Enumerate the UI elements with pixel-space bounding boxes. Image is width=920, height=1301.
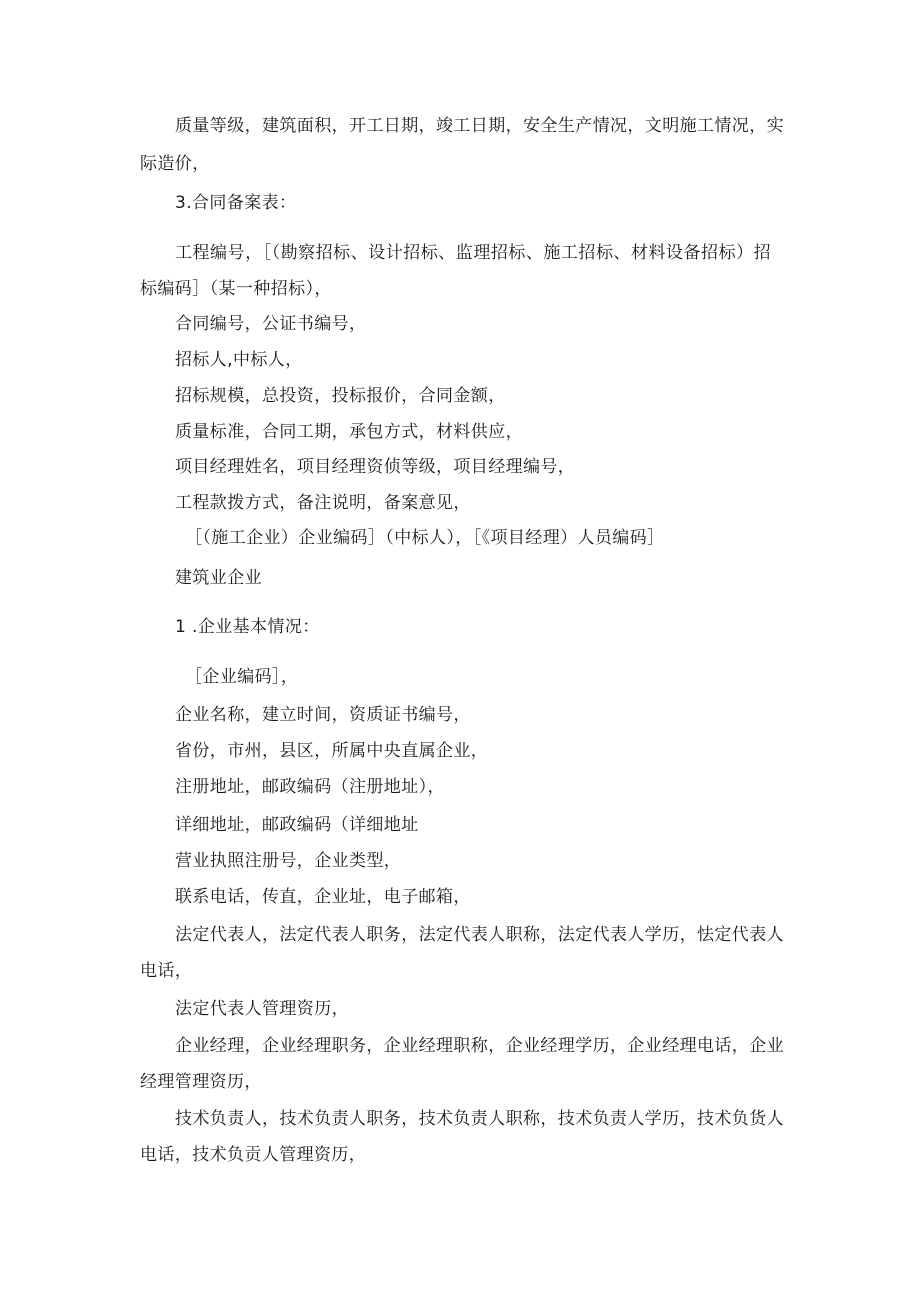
text-line-8: 招标规模，总投资，投标报价，合同金额， [175,386,506,406]
text-line-17: 省份，市州，县区，所属中央直属企业， [175,741,489,761]
section-heading-contract-record: 3.合同备案表： [175,193,297,213]
text-line-22: 法定代表人，法定代表人职务，法定代表人职称，法定代表人学历，怯定代表人 [175,925,784,945]
text-line-7: 招标人,中标人， [175,350,303,370]
text-line-21: 联系电话，传直，企业址，电子邮箱， [175,887,471,907]
text-line-5: 标编码］（某一种招标）， [140,279,332,299]
text-line-10: 项目经理姓名，项目经理资侦等级，项目经理编号， [175,457,576,477]
text-line-4: 工程编号，［（勘察招标、设计招标、监理招标、施工招标、材料设备招标）招 [175,243,771,263]
text-line-1: 质量等级，建筑面积，开工日期，竣工日期，安全生产情况，文明施工情况，实 [175,116,784,136]
text-line-24: 法定代表人管理资历， [175,999,349,1019]
text-line-18: 注册地址，邮政编码（注册地址）， [175,777,445,797]
text-line-6: 合同编号，公证书编号， [175,314,367,334]
text-line-19: 详细地址，邮政编码（详细地址 [175,815,419,835]
text-line-12: ［（施工企业）企业编码］（中标人），［《项目经理）人员编码］ [185,528,665,548]
section-heading-enterprise-basic-info: 1 .企业基本情况： [175,617,320,637]
text-line-28: 电话，技术负贡人管理资历， [140,1145,367,1165]
section-heading-construction-enterprise: 建筑业企业 [175,568,262,588]
text-line-25: 企业经理，企业经理职务，企业经理职称，企业经理学历，企业经理电话，企业 [175,1036,784,1056]
text-line-23: 电话， [140,961,193,981]
text-line-2: 际造价， [140,154,210,174]
text-line-26: 经理管理资历， [140,1072,262,1092]
text-line-20: 营业执照注册号，企业类型， [175,851,402,871]
text-line-15: ［企业编码］， [185,667,299,687]
text-line-27: 技术负责人，技术负责人职务，技术负责人职称，技术负责人学历，技术负货人 [175,1109,784,1129]
text-line-16: 企业名称，建立时间，资质证书编号， [175,705,471,725]
text-line-11: 工程款拨方式，备注说明，备案意见， [175,493,471,513]
text-line-9: 质量标准，合同工期，承包方式，材料供应， [175,422,523,442]
